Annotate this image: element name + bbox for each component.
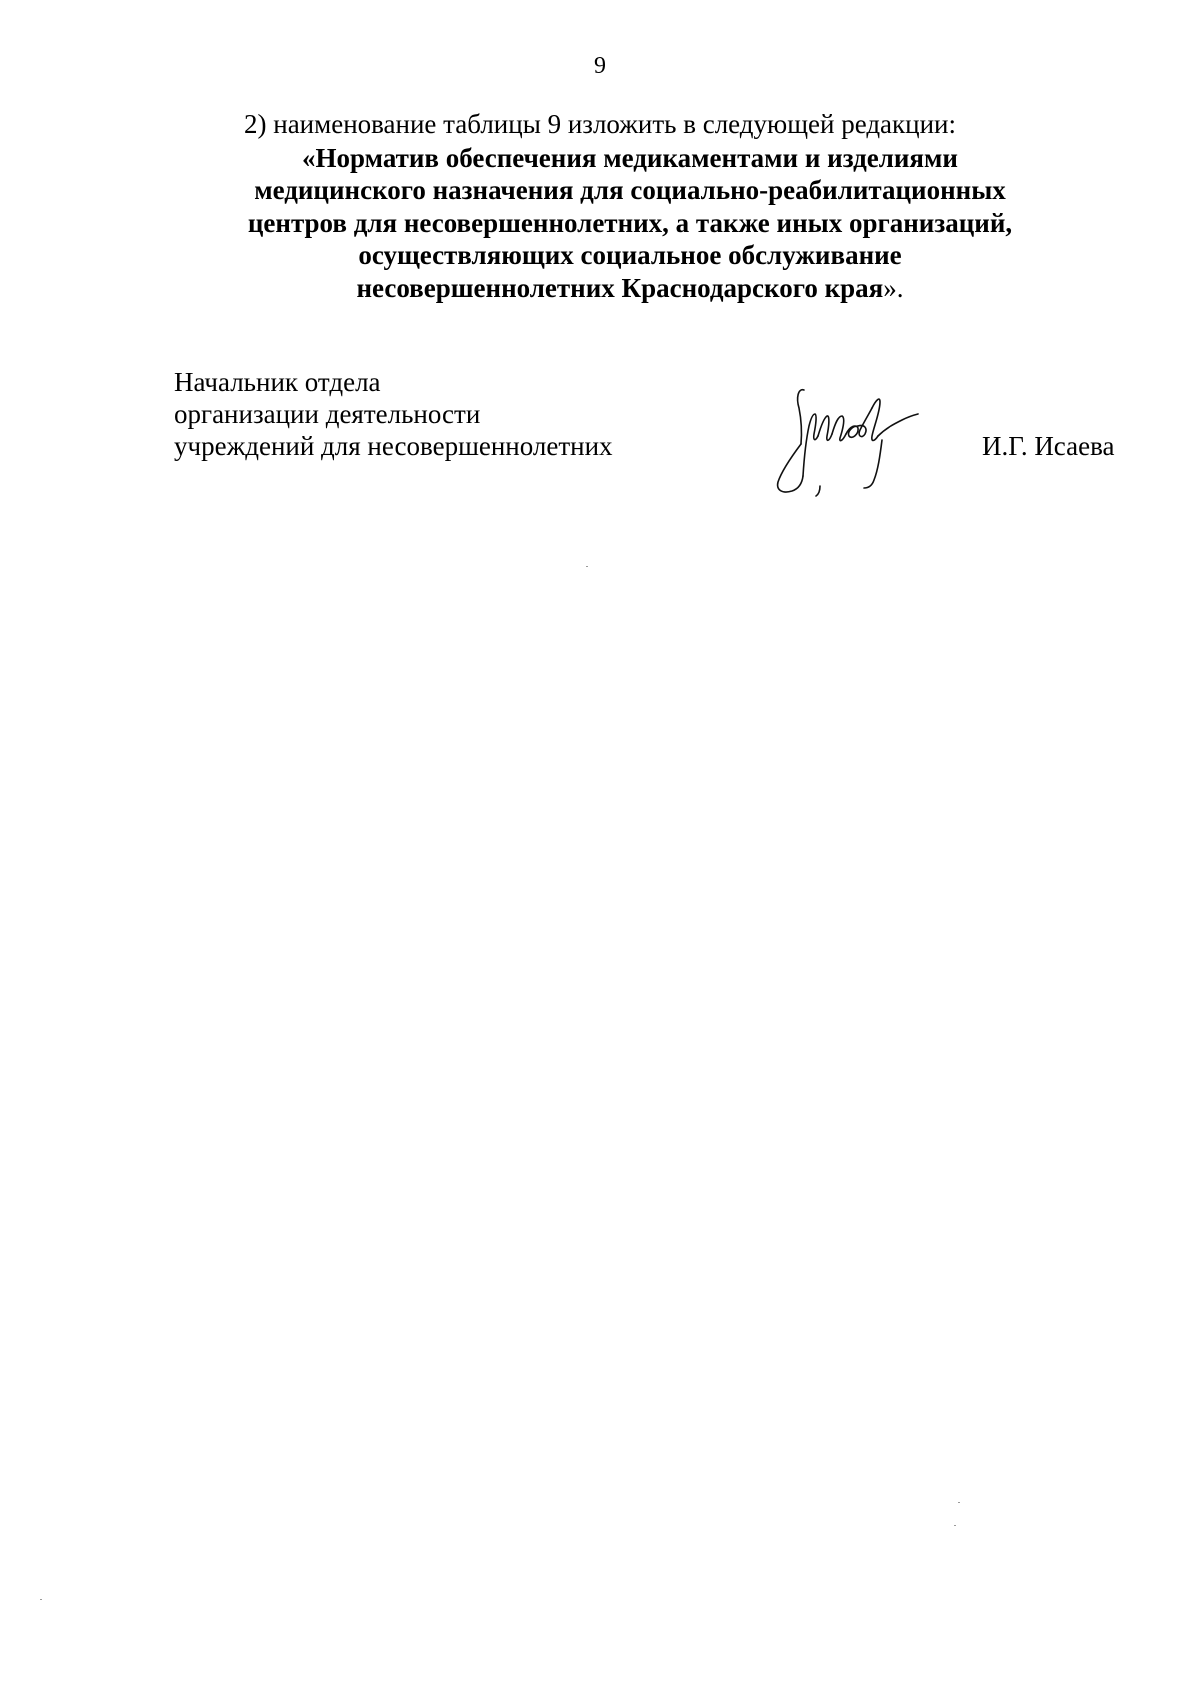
- table-title-line-last: [200, 272, 1060, 304]
- signer-name: И.Г. Исаева: [982, 431, 1115, 461]
- signer-position-line: учреждений для несовершеннолетних: [174, 431, 613, 461]
- table-title-line: «Норматив обеспечения медикаментами и изделиями: [302, 143, 958, 173]
- table-title-closing: ».: [883, 272, 904, 303]
- scan-speck: [40, 1599, 42, 1600]
- table-title-text: несовершеннолетних Краснодарского края: [356, 272, 884, 303]
- signer-position-line: Начальник отдела: [174, 367, 381, 397]
- handwritten-signature: [768, 384, 928, 514]
- signer-position-line: организации деятельности: [174, 399, 481, 429]
- scan-speck: [958, 1502, 960, 1503]
- table-title-line: центров для несовершеннолетних, а также иных организаций,: [247, 207, 1013, 238]
- scan-speck: [954, 1525, 956, 1526]
- scan-speck: [586, 566, 588, 567]
- table-title-line: осуществляющих социальное обслуживание: [358, 240, 902, 271]
- signer-position: [174, 366, 613, 462]
- table-title: [200, 142, 1060, 304]
- amendment-intro: 2) наименование таблицы 9 изложить в следующей редакции:: [244, 109, 957, 139]
- page-number: 9: [594, 53, 606, 79]
- table-title-line: медицинского назначения для социально-реабилитационных: [254, 175, 1006, 206]
